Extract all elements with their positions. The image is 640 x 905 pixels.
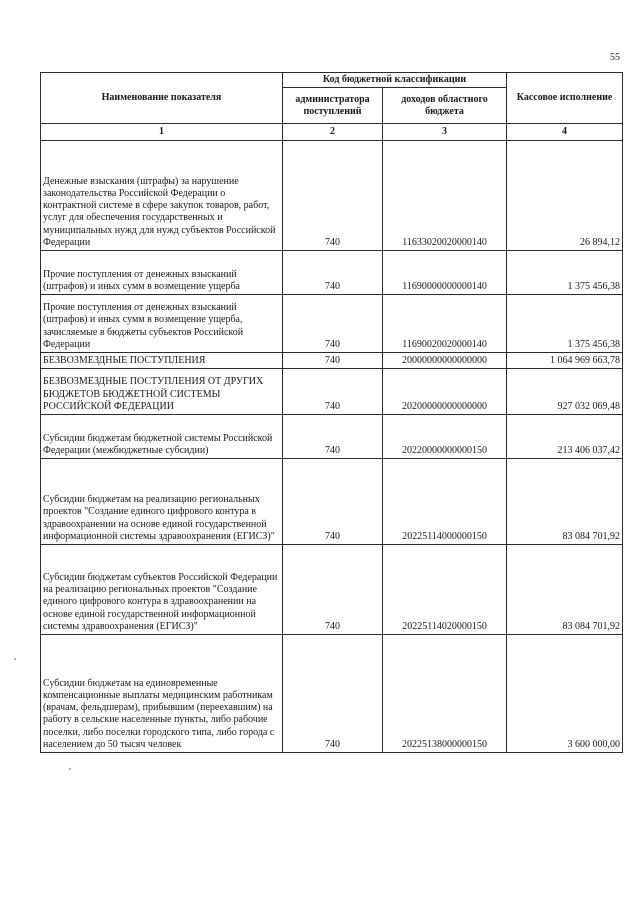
row-admin-code: 740 [283,459,383,545]
table-row [41,459,623,545]
row-amount: 83 084 701,92 [507,545,623,635]
row-name: БЕЗВОЗМЕЗДНЫЕ ПОСТУПЛЕНИЯ ОТ ДРУГИХ БЮДЖЕТОВ БЮДЖЕТНОЙ СИСТЕМЫ РОССИЙСКОЙ ФЕДЕРАЦИИ [41,369,283,415]
row-name: Субсидии бюджетам бюджетной системы Российской Федерации (межбюджетные субсидии) [41,415,283,459]
table-row [41,369,623,415]
row-income-code: 20225114020000150 [383,545,507,635]
row-name: Субсидии бюджетам на единовременные компенсационные выплаты медицинским работникам (врачам, фельдшерам), прибывшим (переехавшим) на работу в сельские населенные пункты, либо рабочие поселки, либо поселки городского типа, либо города с населением до 50 тысяч человек [41,635,283,753]
header-index-3: 3 [383,124,507,141]
header-index-4: 4 [507,124,623,141]
row-income-code: 11633020020000140 [383,141,507,251]
header-index-2: 2 [283,124,383,141]
budget-table [40,72,623,753]
scan-speck [69,768,71,770]
header-name: Наименование показателя [41,73,283,124]
table-row [41,353,623,369]
row-name: Прочие поступления от денежных взысканий (штрафов) и иных сумм в возмещение ущерба [41,251,283,295]
row-amount: 83 084 701,92 [507,459,623,545]
row-amount: 3 600 000,00 [507,635,623,753]
table-row [41,635,623,753]
header-admin: администратора поступлений [283,88,383,124]
header-code-group: Код бюджетной классификации [283,73,507,88]
row-admin-code: 740 [283,635,383,753]
header-amount: Кассовое исполнение [507,73,623,124]
header-index-row [41,124,623,141]
row-name: Прочие поступления от денежных взысканий (штрафов) и иных сумм в возмещение ущерба, зачисляемые в бюджеты субъектов Российской Федерации [41,295,283,353]
table-row [41,545,623,635]
row-income-code: 11690000000000140 [383,251,507,295]
row-admin-code: 740 [283,369,383,415]
row-amount: 1 064 969 663,78 [507,353,623,369]
row-name: Субсидии бюджетам субъектов Российской Федерации на реализацию региональных проектов "Создание единого цифрового контура в здравоохранении на основе единой государственной информационной системы здравоохранения (ЕГИСЗ)" [41,545,283,635]
row-income-code: 20220000000000150 [383,415,507,459]
header-income: доходов областного бюджета [383,88,507,124]
row-name: БЕЗВОЗМЕЗДНЫЕ ПОСТУПЛЕНИЯ [41,353,283,369]
row-admin-code: 740 [283,295,383,353]
table-row [41,251,623,295]
table-row [41,415,623,459]
row-name: Денежные взыскания (штрафы) за нарушение законодательства Российской Федерации о контрактной системе в сфере закупок товаров, работ, услуг для обеспечения государственных и муниципальных нужд для нужд субъектов Российской Федерации [41,141,283,251]
row-income-code: 20225138000000150 [383,635,507,753]
row-amount: 927 032 069,48 [507,369,623,415]
scan-speck [14,658,16,660]
row-amount: 213 406 037,42 [507,415,623,459]
header-index-1: 1 [41,124,283,141]
table-row [41,295,623,353]
row-income-code: 11690020020000140 [383,295,507,353]
table-row [41,141,623,251]
row-amount: 1 375 456,38 [507,295,623,353]
row-admin-code: 740 [283,141,383,251]
page-number: 55 [610,52,620,63]
row-income-code: 20000000000000000 [383,353,507,369]
row-income-code: 20200000000000000 [383,369,507,415]
header-row-1 [41,73,623,88]
row-income-code: 20225114000000150 [383,459,507,545]
row-amount: 26 894,12 [507,141,623,251]
row-admin-code: 740 [283,415,383,459]
row-name: Субсидии бюджетам на реализацию региональных проектов "Создание единого цифрового контура в здравоохранении на основе единой государственной информационной системы здравоохранения (ЕГИСЗ)" [41,459,283,545]
row-admin-code: 740 [283,353,383,369]
row-admin-code: 740 [283,545,383,635]
row-admin-code: 740 [283,251,383,295]
row-amount: 1 375 456,38 [507,251,623,295]
